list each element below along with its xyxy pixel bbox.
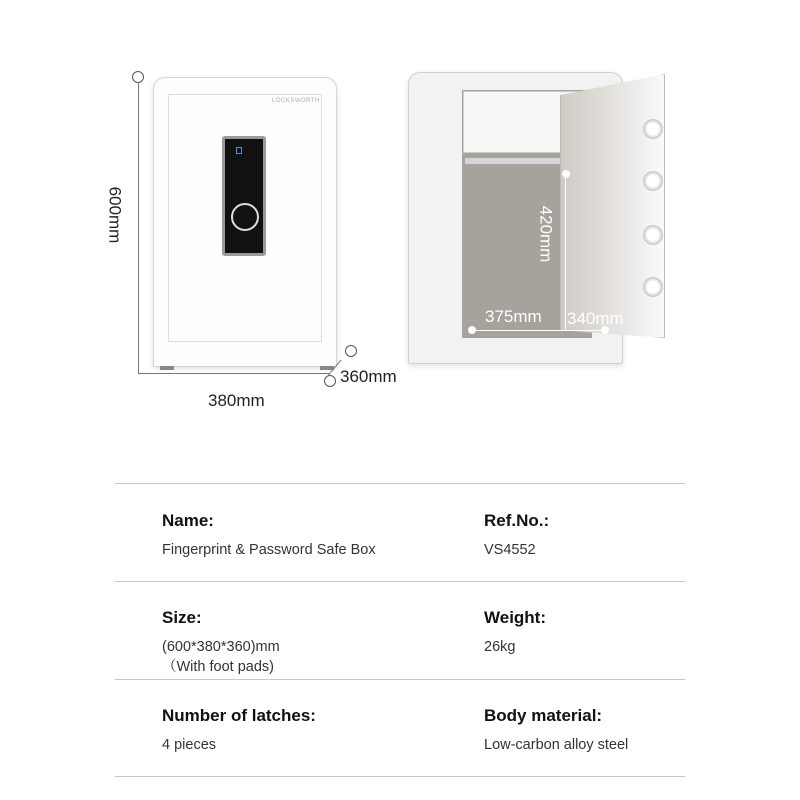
keypad-lock[interactable] — [222, 136, 266, 256]
inner-width-dimension: 375mm — [485, 307, 542, 326]
height-dimension: 600mm — [105, 186, 125, 244]
depth-dimension: 360mm — [340, 367, 397, 386]
fingerprint-reader — [231, 203, 259, 231]
spec-value-weight: 26kg — [484, 639, 516, 655]
brand-logo: LOCKSWORTH — [272, 98, 320, 104]
spec-value-name: Fingerprint & Password Safe Box — [162, 542, 376, 558]
spec-value-latches: 4 pieces — [162, 737, 217, 753]
locking-bolt — [643, 225, 663, 245]
spec-label-size: Size: — [162, 608, 202, 627]
spec-label-weight: Weight: — [484, 608, 547, 627]
spec-label-ref: Ref.No.: — [484, 511, 550, 530]
spec-label-name: Name: — [162, 511, 214, 530]
spec-value-size: (600*380*360)mm — [162, 639, 280, 655]
spec-value-ref: VS4552 — [484, 542, 536, 558]
spec-label-latches: Number of latches: — [162, 706, 316, 725]
locking-bolt — [643, 119, 663, 139]
inner-height-dimension: 420mm — [536, 205, 556, 263]
locking-bolt — [643, 277, 663, 297]
spec-label-material: Body material: — [484, 706, 603, 725]
locking-bolt — [643, 171, 663, 191]
spec-note-size: （With foot pads) — [162, 659, 275, 675]
safe-door — [560, 74, 665, 338]
width-dimension: 380mm — [208, 391, 265, 410]
spec-value-material: Low-carbon alloy steel — [484, 737, 629, 753]
dimension-marker — [345, 345, 357, 357]
inner-depth-dimension: 340mm — [567, 309, 624, 328]
